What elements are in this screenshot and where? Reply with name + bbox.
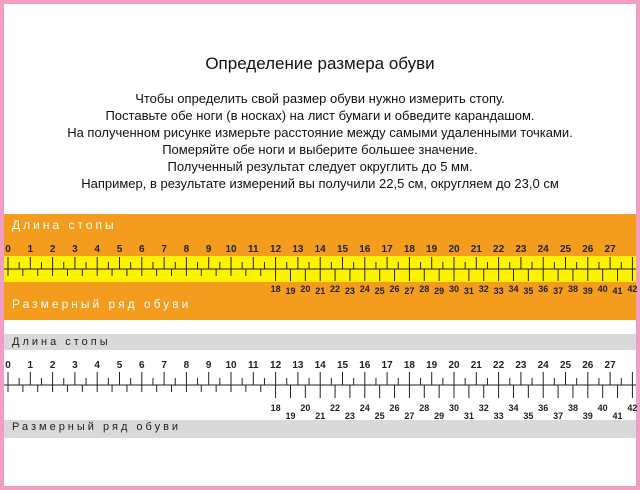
cm-label: 18	[403, 360, 415, 371]
instruction-line: Померяйте обе ноги и выберите большее значение.	[162, 142, 478, 157]
shoe-size-label: 30	[449, 403, 460, 413]
cm-label: 9	[205, 360, 212, 371]
shoe-size-label: 27	[404, 286, 415, 296]
cm-label: 19	[426, 360, 438, 371]
cm-label: 10	[225, 360, 237, 371]
instruction-line: На полученном рисунке измерьте расстояние между самыми удаленными точками.	[67, 125, 573, 140]
cm-label: 0	[5, 360, 11, 371]
shoe-size-label: 20	[300, 403, 311, 413]
cm-label: 1	[27, 244, 34, 255]
shoe-size-label: 32	[478, 403, 489, 413]
cm-label: 22	[493, 244, 505, 255]
cm-label: 4	[94, 244, 100, 255]
shoe-size-label: 38	[567, 403, 578, 413]
cm-label: 9	[205, 244, 212, 255]
cm-label: 24	[537, 244, 549, 255]
shoe-size-label: 40	[597, 284, 608, 294]
shoe-size-label: 35	[523, 411, 534, 421]
shoe-size-label: 39	[582, 411, 593, 421]
cm-label: 17	[381, 360, 393, 371]
shoe-size-label: 36	[538, 403, 549, 413]
cm-label: 3	[72, 244, 78, 255]
cm-label: 13	[292, 244, 304, 255]
shoe-size-label: 29	[434, 286, 445, 296]
cm-label: 4	[94, 360, 100, 371]
cm-label: 12	[270, 360, 282, 371]
instruction-line: Поставьте обе ноги (в носках) на лист бумаги и обведите карандашом.	[105, 108, 535, 123]
shoe-size-label: 21	[315, 411, 326, 421]
cm-label: 6	[139, 360, 145, 371]
cm-label: 12	[270, 244, 282, 255]
foot-length-label: Длина стопы	[12, 218, 117, 232]
cm-label: 21	[470, 244, 482, 255]
cm-label: 25	[559, 360, 572, 371]
shoe-size-label: 26	[389, 403, 400, 413]
cm-label: 5	[116, 244, 123, 255]
shoe-size-label: 35	[523, 286, 534, 296]
cm-label: 17	[381, 244, 393, 255]
shoe-size-label: 27	[404, 411, 415, 421]
shoe-size-label: 34	[508, 284, 519, 294]
cm-label: 5	[116, 360, 123, 371]
cm-label: 27	[604, 244, 616, 255]
cm-label: 7	[161, 244, 167, 255]
shoe-size-label: 24	[359, 403, 370, 413]
cm-label: 21	[470, 360, 482, 371]
cm-label: 11	[248, 244, 259, 255]
cm-label: 8	[183, 360, 190, 371]
instructions-text	[4, 90, 636, 192]
shoe-size-label: 20	[300, 284, 311, 294]
cm-label: 19	[426, 244, 438, 255]
shoe-size-label: 32	[478, 284, 489, 294]
cm-label: 1	[27, 360, 34, 371]
shoe-size-label: 23	[344, 411, 355, 421]
cm-label: 23	[515, 244, 527, 255]
shoe-size-label: 24	[359, 284, 370, 294]
shoe-size-label: 22	[330, 403, 341, 413]
cm-label: 25	[559, 244, 572, 255]
cm-label: 16	[359, 360, 371, 371]
shoe-size-label: 40	[597, 403, 608, 413]
shoe-size-label: Размерный ряд обуви	[12, 421, 182, 433]
cm-label: 15	[336, 360, 349, 371]
shoe-size-label: 42	[627, 284, 638, 294]
shoe-size-label: 21	[315, 286, 326, 296]
cm-label: 6	[139, 244, 145, 255]
shoe-size-label: 38	[567, 284, 578, 294]
shoe-size-label: 41	[612, 286, 623, 296]
cm-label: 0	[5, 244, 11, 255]
cm-label: 20	[448, 244, 460, 255]
cm-label: 24	[537, 360, 549, 371]
cm-label: 7	[161, 360, 167, 371]
shoe-size-label: 39	[582, 286, 593, 296]
cm-label: 2	[49, 360, 56, 371]
shoe-size-label: 19	[285, 286, 296, 296]
shoe-size-label: 31	[463, 411, 474, 421]
shoe-size-label: 37	[553, 411, 564, 421]
cm-label: 2	[49, 244, 56, 255]
shoe-size-label: 34	[508, 403, 519, 413]
shoe-size-label: 33	[493, 286, 504, 296]
shoe-size-label: 36	[538, 284, 549, 294]
shoe-size-label: 18	[270, 284, 281, 294]
cm-label: 3	[72, 360, 78, 371]
cm-label: 22	[493, 360, 505, 371]
color-size-ruler	[4, 214, 636, 320]
cm-label: 20	[448, 360, 460, 371]
cm-label: 27	[604, 360, 616, 371]
cm-label: 18	[403, 244, 415, 255]
cm-label: 15	[336, 244, 349, 255]
shoe-size-label: 29	[434, 411, 445, 421]
cm-label: 26	[582, 360, 594, 371]
cm-label: 13	[292, 360, 304, 371]
instruction-line: Полученный результат следует округлить до 5 мм.	[167, 159, 473, 174]
cm-label: 14	[314, 360, 326, 371]
shoe-size-label: 31	[463, 286, 474, 296]
shoe-size-label: 41	[612, 411, 623, 421]
shoe-size-label: 30	[449, 284, 460, 294]
instruction-line: Чтобы определить свой размер обуви нужно измерить стопу.	[135, 91, 505, 106]
shoe-size-label: 37	[553, 286, 564, 296]
cm-label: 8	[183, 244, 190, 255]
foot-length-label: Длина стопы	[12, 336, 111, 348]
shoe-size-label: 19	[285, 411, 296, 421]
shoe-size-label: 18	[270, 403, 281, 413]
instruction-line: Например, в результате измерений вы получили 22,5 см, округляем до 23,0 см	[81, 176, 559, 191]
shoe-size-label: 26	[389, 284, 400, 294]
cm-label: 23	[515, 360, 527, 371]
shoe-size-label: 25	[374, 286, 385, 296]
mono-size-ruler	[4, 334, 636, 438]
cm-label: 14	[314, 244, 326, 255]
shoe-size-label: 33	[493, 411, 504, 421]
shoe-size-label: 28	[419, 403, 430, 413]
cm-label: 10	[225, 244, 237, 255]
shoe-size-label: 22	[330, 284, 341, 294]
cm-label: 26	[582, 244, 594, 255]
shoe-size-label: 42	[627, 403, 638, 413]
cm-label: 11	[248, 360, 259, 371]
shoe-size-label: Размерный ряд обуви	[12, 297, 192, 311]
cm-label: 16	[359, 244, 371, 255]
shoe-size-label: 23	[344, 286, 355, 296]
shoe-size-label: 28	[419, 284, 430, 294]
page-title: Определение размера обуви	[205, 54, 435, 73]
shoe-size-label: 25	[374, 411, 385, 421]
